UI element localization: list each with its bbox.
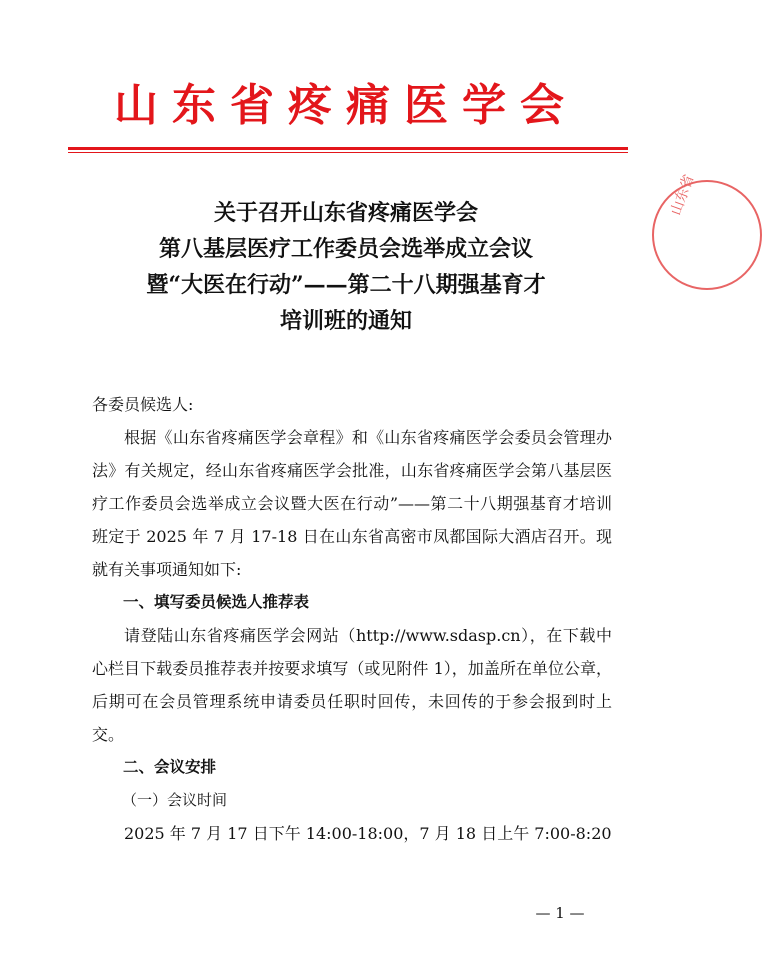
meeting-time-text: 2025 年 7 月 17 日下午 14:00-18:00，7 月 18 日上午 7:00-8:20 (124, 824, 612, 843)
page-number: — 1 — (535, 904, 585, 922)
notice-title-line: 关于召开山东省疼痛医学会 (213, 200, 478, 226)
document-body (92, 388, 612, 850)
org-letterhead-title: 山东省疼痛医学会 (114, 80, 578, 131)
intro-paragraph: 根据《山东省疼痛医学会章程》和《山东省疼痛医学会委员会管理办法》有关规定，经山东省疼痛医学会批准，山东省疼痛医学会第八基层医疗工作委员会选举成立会议暨大医在行动”——第二十八期强基育才培训班定于 2025 年 7 月 17-18 日在山东省高密市凤都国际大酒店召开。现就有关事项通知如下: (92, 428, 612, 579)
section-heading-recommendation-form: 一、填写委员候选人推荐表 (123, 593, 310, 611)
notice-title-line: 第八基层医疗工作委员会选举成立会议 (158, 236, 533, 262)
subsection-heading-meeting-time: （一）会议时间 (122, 791, 228, 809)
notice-title-line: 暨“大医在行动”——第二十八期强基育才 (146, 272, 546, 298)
letterhead-rule (68, 147, 628, 150)
letterhead-rule-thin (68, 152, 628, 153)
notice-title (0, 195, 692, 339)
seal-text: 山东省 (668, 172, 698, 218)
salutation: 各委员候选人: (92, 395, 194, 414)
notice-title-line: 培训班的通知 (279, 308, 412, 334)
section-heading-meeting-arrangement: 二、会议安排 (123, 758, 217, 776)
section-paragraph-recommendation-form: 请登陆山东省疼痛医学会网站（http://www.sdasp.cn），在下载中心栏目下载委员推荐表并按要求填写（或见附件 1），加盖所在单位公章，后期可在会员管理系统申请委员任职时回传，未回传的于参会报到时上交。 (92, 626, 612, 744)
